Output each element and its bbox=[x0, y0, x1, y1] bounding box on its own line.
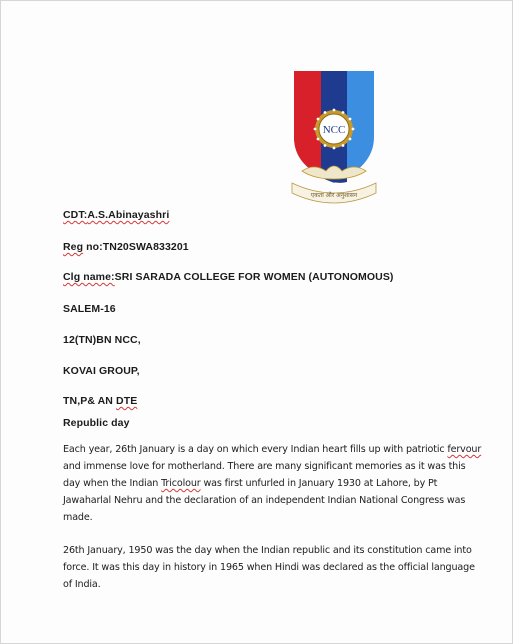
logo-wreath bbox=[302, 166, 366, 179]
directorate-line bbox=[63, 395, 137, 407]
paragraph-2-line-3: of India. bbox=[63, 579, 101, 590]
paragraph-1-line-5: made. bbox=[63, 512, 93, 523]
reg-prefix: Reg bbox=[63, 241, 84, 253]
city-line: SALEM-16 bbox=[63, 303, 116, 315]
college-name-line bbox=[63, 271, 394, 283]
p1-line3-text-c: was first unfurled in January 1930 at Lahore, by Pt bbox=[200, 478, 438, 489]
topic-heading: Republic day bbox=[63, 417, 130, 429]
paragraph-1-line-3 bbox=[63, 475, 483, 492]
p1-word-fervour: fervour bbox=[447, 444, 482, 455]
paragraph-1-line-1 bbox=[63, 441, 483, 458]
logo-ribbon-text: एकता और अनुशासन bbox=[310, 192, 358, 199]
cadet-prefix: CDT: bbox=[63, 209, 88, 221]
unit-line: 12(TN)BN NCC, bbox=[63, 334, 141, 346]
cadet-name: A.S.Abinayashri bbox=[87, 209, 170, 221]
paragraph-2-line-2: force. It was this day in history in 1965 when Hindi was declared as the official language bbox=[63, 562, 475, 573]
group-line: KOVAI GROUP, bbox=[63, 365, 140, 377]
reg-number: no:TN20SWA833201 bbox=[83, 241, 189, 253]
directorate-suffix: DTE bbox=[116, 395, 138, 407]
college-prefix: Clg name: bbox=[63, 271, 115, 283]
p1-line3-text-a: day when the Indian bbox=[63, 478, 162, 489]
logo-emblem-text: NCC bbox=[322, 124, 346, 136]
paragraph-2-line-1: 26th January, 1950 was the day when the Indian republic and its constitution came into bbox=[63, 545, 472, 556]
directorate-prefix: TN,P& AN bbox=[63, 395, 117, 407]
p1-word-tricolour: Tricolour bbox=[161, 478, 201, 489]
paragraph-1 bbox=[63, 441, 483, 526]
cadet-name-line bbox=[63, 209, 169, 221]
paragraph-1-line-4: Jawaharlal Nehru and the declaration of an independent Indian National Congress was bbox=[63, 495, 466, 506]
paragraph-2 bbox=[63, 542, 483, 593]
p1-line1-text: Each year, 26th January is a day on which every Indian heart fills up with patriotic bbox=[63, 444, 448, 455]
college-name: SRI SARADA COLLEGE FOR WOMEN (AUTONOMOUS) bbox=[114, 271, 394, 283]
ncc-logo bbox=[284, 67, 384, 207]
reg-number-line bbox=[63, 241, 189, 253]
paragraph-1-line-2: and immense love for motherland. There are many significant memories as it was this bbox=[63, 461, 466, 472]
